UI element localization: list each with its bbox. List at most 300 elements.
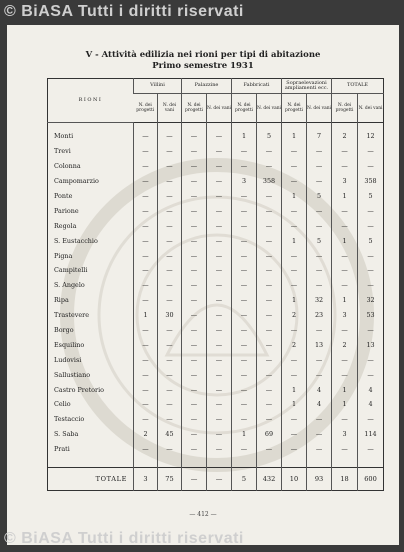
table-cell: — bbox=[282, 367, 307, 382]
subheader-progetti: N. dei progetti bbox=[136, 103, 155, 113]
spacer-cell bbox=[307, 457, 332, 468]
table-cell: 3 bbox=[332, 174, 358, 189]
table-row bbox=[48, 367, 384, 382]
table-row bbox=[48, 278, 384, 293]
subheader-vani: N. dei vani bbox=[158, 94, 182, 123]
table-cell: — bbox=[232, 382, 257, 397]
table-cell: — bbox=[358, 144, 384, 159]
table-cell: — bbox=[257, 203, 282, 218]
total-row bbox=[48, 467, 384, 490]
table-row bbox=[48, 412, 384, 427]
table-cell: — bbox=[332, 144, 358, 159]
table-cell: — bbox=[182, 397, 207, 412]
table-cell: — bbox=[307, 203, 332, 218]
table-cell: — bbox=[257, 352, 282, 367]
table-cell: — bbox=[207, 337, 232, 352]
subheader-vani: N. dei vani bbox=[358, 94, 384, 123]
table-cell: 432 bbox=[257, 467, 282, 490]
table-cell: 12 bbox=[358, 123, 384, 144]
table-cell: — bbox=[257, 323, 282, 338]
table-cell: — bbox=[207, 352, 232, 367]
table-cell: — bbox=[232, 218, 257, 233]
table-cell: 7 bbox=[307, 123, 332, 144]
table-cell: — bbox=[134, 203, 158, 218]
table-cell: — bbox=[282, 263, 307, 278]
table-cell: — bbox=[207, 427, 232, 442]
table-cell: — bbox=[158, 159, 182, 174]
table-cell: — bbox=[158, 203, 182, 218]
subheader-vani: N. dei vani bbox=[257, 94, 282, 123]
table-cell: — bbox=[158, 233, 182, 248]
table-cell: — bbox=[257, 442, 282, 457]
spacer-cell bbox=[182, 457, 207, 468]
table-cell: — bbox=[134, 123, 158, 144]
table-cell: — bbox=[257, 144, 282, 159]
table-cell: 3 bbox=[134, 467, 158, 490]
table-row bbox=[48, 123, 384, 144]
table-cell: — bbox=[358, 159, 384, 174]
table-cell: — bbox=[207, 123, 232, 144]
table-cell: 3 bbox=[332, 308, 358, 323]
table-cell: — bbox=[207, 382, 232, 397]
table-cell: — bbox=[358, 352, 384, 367]
table-cell: — bbox=[232, 189, 257, 204]
document-page bbox=[7, 25, 399, 545]
table-cell: — bbox=[257, 308, 282, 323]
table-cell: — bbox=[182, 427, 207, 442]
rione-name: Colonna bbox=[54, 162, 81, 171]
table-row bbox=[48, 159, 384, 174]
rione-name: TOTALE bbox=[48, 467, 134, 490]
table-cell: — bbox=[358, 218, 384, 233]
table-cell: 53 bbox=[358, 308, 384, 323]
table-row bbox=[48, 427, 384, 442]
group-header-palazzine: Palazzine bbox=[182, 79, 232, 94]
rione-name: Sallustiano bbox=[54, 370, 91, 379]
rione-name: S. Eustacchio bbox=[54, 236, 98, 245]
subheader-progetti: N. dei progetti bbox=[182, 94, 207, 123]
spacer-cell bbox=[207, 457, 232, 468]
table-cell: 5 bbox=[307, 189, 332, 204]
rione-name: Ludovisi bbox=[54, 355, 82, 364]
table-row bbox=[48, 308, 384, 323]
table-row bbox=[48, 263, 384, 278]
table-cell: — bbox=[182, 467, 207, 490]
table-cell: 13 bbox=[307, 337, 332, 352]
table-cell: — bbox=[134, 323, 158, 338]
table-cell: — bbox=[358, 412, 384, 427]
table-cell: 2 bbox=[282, 337, 307, 352]
table-cell: — bbox=[134, 263, 158, 278]
table-cell: 4 bbox=[307, 397, 332, 412]
spacer-cell bbox=[158, 457, 182, 468]
table-cell: — bbox=[182, 144, 207, 159]
spacer-row bbox=[48, 457, 384, 468]
table-cell: — bbox=[134, 293, 158, 308]
table-cell: 1 bbox=[282, 233, 307, 248]
table-title: V - Attività edilizia nei rioni per tipi di abitazione bbox=[85, 50, 321, 60]
table-row bbox=[48, 189, 384, 204]
table-cell: 93 bbox=[307, 467, 332, 490]
subheader-vani: N. dei vani bbox=[307, 94, 332, 123]
table-cell: — bbox=[207, 467, 232, 490]
table-cell: 1 bbox=[332, 293, 358, 308]
table-cell: — bbox=[332, 203, 358, 218]
rione-name: Prati bbox=[54, 445, 70, 454]
table-cell: 2 bbox=[134, 427, 158, 442]
spacer-cell bbox=[232, 457, 257, 468]
table-cell: 1 bbox=[134, 308, 158, 323]
table-cell: — bbox=[257, 218, 282, 233]
table-cell: — bbox=[158, 412, 182, 427]
table-cell: — bbox=[282, 248, 307, 263]
table-cell: — bbox=[158, 337, 182, 352]
table-cell: — bbox=[307, 352, 332, 367]
table-cell: — bbox=[332, 278, 358, 293]
table-cell: — bbox=[182, 203, 207, 218]
table-cell: — bbox=[232, 323, 257, 338]
table-cell: — bbox=[207, 412, 232, 427]
table-cell: — bbox=[134, 382, 158, 397]
table-cell: 5 bbox=[307, 233, 332, 248]
table-cell: — bbox=[307, 248, 332, 263]
table-cell: — bbox=[232, 412, 257, 427]
table-cell: — bbox=[332, 263, 358, 278]
table-cell: — bbox=[332, 218, 358, 233]
table-cell: — bbox=[282, 323, 307, 338]
spacer-cell bbox=[332, 457, 358, 468]
table-cell: — bbox=[332, 159, 358, 174]
rione-name: Monti bbox=[54, 132, 74, 141]
table-cell: — bbox=[207, 144, 232, 159]
table-cell: 358 bbox=[257, 174, 282, 189]
table-cell: — bbox=[257, 367, 282, 382]
table-cell: — bbox=[282, 278, 307, 293]
table-cell: — bbox=[232, 278, 257, 293]
table-cell: 2 bbox=[332, 337, 358, 352]
table-cell: — bbox=[134, 218, 158, 233]
table-cell: — bbox=[182, 323, 207, 338]
table-cell: 69 bbox=[257, 427, 282, 442]
table-cell: — bbox=[207, 248, 232, 263]
table-cell: — bbox=[307, 144, 332, 159]
table-cell: — bbox=[182, 233, 207, 248]
table-cell: — bbox=[182, 352, 207, 367]
table-cell: — bbox=[134, 174, 158, 189]
table-cell: — bbox=[307, 427, 332, 442]
table-cell: — bbox=[232, 203, 257, 218]
table-cell: 5 bbox=[358, 233, 384, 248]
table-cell: — bbox=[134, 352, 158, 367]
table-cell: — bbox=[134, 144, 158, 159]
table-row bbox=[48, 248, 384, 263]
table-cell: — bbox=[158, 442, 182, 457]
subheader-progetti: N. dei progetti bbox=[232, 94, 257, 123]
table-cell: — bbox=[207, 233, 232, 248]
table-cell: — bbox=[182, 412, 207, 427]
table-cell: — bbox=[158, 323, 182, 338]
table-cell: — bbox=[307, 412, 332, 427]
table-cell: — bbox=[182, 293, 207, 308]
table-row bbox=[48, 337, 384, 352]
table-cell: — bbox=[332, 442, 358, 457]
table-cell: — bbox=[182, 218, 207, 233]
spacer-cell bbox=[134, 457, 158, 468]
table-cell: 1 bbox=[332, 189, 358, 204]
table-cell: — bbox=[282, 412, 307, 427]
table-cell: — bbox=[207, 263, 232, 278]
table-cell: — bbox=[207, 189, 232, 204]
table-cell: — bbox=[282, 218, 307, 233]
table-cell: 1 bbox=[332, 233, 358, 248]
page-number: — 412 — bbox=[189, 511, 217, 518]
table-cell: — bbox=[158, 174, 182, 189]
table-cell: — bbox=[307, 218, 332, 233]
table-cell: — bbox=[182, 123, 207, 144]
table-cell: — bbox=[158, 144, 182, 159]
table-cell: — bbox=[232, 352, 257, 367]
table-row bbox=[48, 382, 384, 397]
table-cell: — bbox=[182, 337, 207, 352]
table-cell: — bbox=[134, 397, 158, 412]
table-cell: — bbox=[307, 442, 332, 457]
table-cell: — bbox=[257, 263, 282, 278]
data-table bbox=[47, 78, 384, 491]
subheader-progetti: N. dei progetti bbox=[332, 94, 358, 123]
table-row bbox=[48, 233, 384, 248]
table-cell: — bbox=[158, 263, 182, 278]
table-cell: 1 bbox=[282, 189, 307, 204]
table-cell: — bbox=[257, 412, 282, 427]
table-cell: — bbox=[207, 367, 232, 382]
table-cell: 18 bbox=[332, 467, 358, 490]
table-cell: 3 bbox=[232, 174, 257, 189]
table-cell: 4 bbox=[358, 397, 384, 412]
table-cell: — bbox=[282, 144, 307, 159]
table-cell: 1 bbox=[282, 123, 307, 144]
table-cell: 1 bbox=[282, 293, 307, 308]
table-cell: — bbox=[332, 367, 358, 382]
table-cell: — bbox=[282, 427, 307, 442]
table-cell: — bbox=[307, 159, 332, 174]
table-cell: — bbox=[307, 367, 332, 382]
table-cell: 23 bbox=[307, 308, 332, 323]
spacer-cell bbox=[358, 457, 384, 468]
table-cell: — bbox=[232, 367, 257, 382]
table-row bbox=[48, 293, 384, 308]
table-cell: — bbox=[232, 442, 257, 457]
table-cell: — bbox=[257, 233, 282, 248]
table-cell: 75 bbox=[158, 467, 182, 490]
table-cell: — bbox=[207, 397, 232, 412]
table-cell: — bbox=[182, 174, 207, 189]
table-cell: — bbox=[182, 382, 207, 397]
group-header-fabbricati: Fabbricati bbox=[232, 79, 282, 94]
table-cell: — bbox=[358, 442, 384, 457]
table-cell: — bbox=[307, 174, 332, 189]
rione-name: Trevi bbox=[54, 147, 71, 156]
table-cell: — bbox=[232, 337, 257, 352]
table-cell: — bbox=[158, 189, 182, 204]
table-cell: — bbox=[358, 203, 384, 218]
spacer-cell bbox=[48, 457, 134, 468]
table-cell: — bbox=[158, 123, 182, 144]
rione-name: Borgo bbox=[54, 326, 74, 335]
table-cell: — bbox=[182, 189, 207, 204]
table-cell: — bbox=[182, 308, 207, 323]
table-cell: — bbox=[207, 293, 232, 308]
table-cell: — bbox=[182, 248, 207, 263]
table-cell: — bbox=[257, 189, 282, 204]
rione-name: S. Angelo bbox=[54, 281, 85, 290]
group-header-sopraelevazioni: Sopraelevazioni ampliamenti ecc. bbox=[282, 79, 332, 94]
rione-name: Castro Pretorio bbox=[54, 385, 104, 394]
table-row bbox=[48, 203, 384, 218]
table-cell: — bbox=[257, 397, 282, 412]
table-cell: 1 bbox=[282, 397, 307, 412]
rione-name: Esquilino bbox=[54, 340, 85, 349]
table-row bbox=[48, 323, 384, 338]
table-cell: 1 bbox=[232, 427, 257, 442]
table-cell: — bbox=[134, 248, 158, 263]
table-cell: 1 bbox=[332, 397, 358, 412]
rione-name: Celio bbox=[54, 400, 71, 409]
table-cell: 30 bbox=[158, 308, 182, 323]
table-cell: — bbox=[134, 189, 158, 204]
table-cell: — bbox=[332, 352, 358, 367]
rione-name: Campomarzio bbox=[54, 177, 99, 186]
table-cell: — bbox=[282, 159, 307, 174]
table-cell: — bbox=[134, 233, 158, 248]
table-cell: — bbox=[358, 323, 384, 338]
table-cell: 1 bbox=[332, 382, 358, 397]
table-cell: 3 bbox=[332, 427, 358, 442]
table-cell: — bbox=[158, 218, 182, 233]
table-cell: — bbox=[358, 278, 384, 293]
table-cell: — bbox=[182, 263, 207, 278]
table-row bbox=[48, 144, 384, 159]
table-cell: 2 bbox=[282, 308, 307, 323]
table-cell: 1 bbox=[282, 382, 307, 397]
table-row bbox=[48, 218, 384, 233]
table-cell: — bbox=[232, 308, 257, 323]
table-cell: — bbox=[307, 323, 332, 338]
table-cell: — bbox=[158, 367, 182, 382]
watermark-bottom: © BiASA Tutti i diritti riservati bbox=[4, 530, 244, 547]
table-cell: — bbox=[332, 412, 358, 427]
table-cell: — bbox=[158, 382, 182, 397]
rione-name: Trastevere bbox=[54, 311, 89, 320]
table-cell: — bbox=[232, 159, 257, 174]
table-cell: — bbox=[182, 159, 207, 174]
watermark-top: © BiASA Tutti i diritti riservati bbox=[4, 3, 244, 20]
table-cell: — bbox=[232, 144, 257, 159]
rione-name: Ripa bbox=[54, 296, 69, 305]
table-cell: — bbox=[207, 278, 232, 293]
table-cell: — bbox=[282, 442, 307, 457]
rione-name: Ponte bbox=[54, 192, 73, 200]
table-cell: — bbox=[182, 278, 207, 293]
table-cell: — bbox=[134, 337, 158, 352]
table-cell: 32 bbox=[358, 293, 384, 308]
table-cell: — bbox=[207, 218, 232, 233]
rioni-header: RIONI bbox=[48, 79, 134, 123]
table-cell: — bbox=[134, 159, 158, 174]
table-cell: 114 bbox=[358, 427, 384, 442]
subheader-vani: N. dei vani bbox=[207, 94, 232, 123]
table-cell: — bbox=[257, 382, 282, 397]
table-cell: — bbox=[207, 174, 232, 189]
table-cell: — bbox=[257, 248, 282, 263]
table-row bbox=[48, 442, 384, 457]
table-cell: 600 bbox=[358, 467, 384, 490]
table-cell: — bbox=[182, 367, 207, 382]
table-cell: — bbox=[257, 337, 282, 352]
table-cell: — bbox=[158, 248, 182, 263]
table-cell: — bbox=[207, 442, 232, 457]
table-cell: 5 bbox=[358, 189, 384, 204]
table-cell: — bbox=[207, 159, 232, 174]
table-cell: — bbox=[158, 397, 182, 412]
table-row bbox=[48, 397, 384, 412]
table-cell: 4 bbox=[358, 382, 384, 397]
table-cell: 4 bbox=[307, 382, 332, 397]
table-cell: 32 bbox=[307, 293, 332, 308]
table-cell: — bbox=[332, 323, 358, 338]
rione-name: Regola bbox=[54, 221, 77, 230]
rione-name: Parione bbox=[54, 206, 79, 215]
table-cell: — bbox=[332, 248, 358, 263]
table-cell: — bbox=[282, 203, 307, 218]
table-row bbox=[48, 352, 384, 367]
table-cell: — bbox=[134, 442, 158, 457]
table-cell: — bbox=[134, 278, 158, 293]
table-cell: — bbox=[282, 352, 307, 367]
table-cell: — bbox=[207, 323, 232, 338]
table-cell: 45 bbox=[158, 427, 182, 442]
table-cell: — bbox=[257, 159, 282, 174]
table-cell: — bbox=[232, 233, 257, 248]
table-cell: — bbox=[158, 352, 182, 367]
rione-name: Campitelli bbox=[54, 266, 88, 275]
rione-name: S. Saba bbox=[54, 430, 79, 439]
table-cell: — bbox=[358, 248, 384, 263]
table-cell: — bbox=[257, 278, 282, 293]
table-cell: — bbox=[307, 263, 332, 278]
table-cell: — bbox=[358, 263, 384, 278]
group-header-villini: Villini bbox=[134, 79, 182, 94]
table-cell: — bbox=[257, 293, 282, 308]
table-cell: — bbox=[158, 278, 182, 293]
table-cell: 358 bbox=[358, 174, 384, 189]
table-cell: 5 bbox=[232, 467, 257, 490]
table-cell: — bbox=[134, 412, 158, 427]
subheader-progetti: N. dei progetti bbox=[282, 94, 307, 123]
table-cell: 2 bbox=[332, 123, 358, 144]
table-cell: 10 bbox=[282, 467, 307, 490]
table-cell: — bbox=[232, 293, 257, 308]
table-body bbox=[48, 123, 384, 491]
table-cell: 5 bbox=[257, 123, 282, 144]
table-cell: — bbox=[232, 248, 257, 263]
spacer-cell bbox=[257, 457, 282, 468]
table-cell: — bbox=[134, 367, 158, 382]
table-cell: 1 bbox=[232, 123, 257, 144]
table-cell: — bbox=[282, 174, 307, 189]
table-cell: — bbox=[207, 308, 232, 323]
group-header-totale: TOTALE bbox=[332, 79, 384, 94]
table-cell: — bbox=[358, 367, 384, 382]
